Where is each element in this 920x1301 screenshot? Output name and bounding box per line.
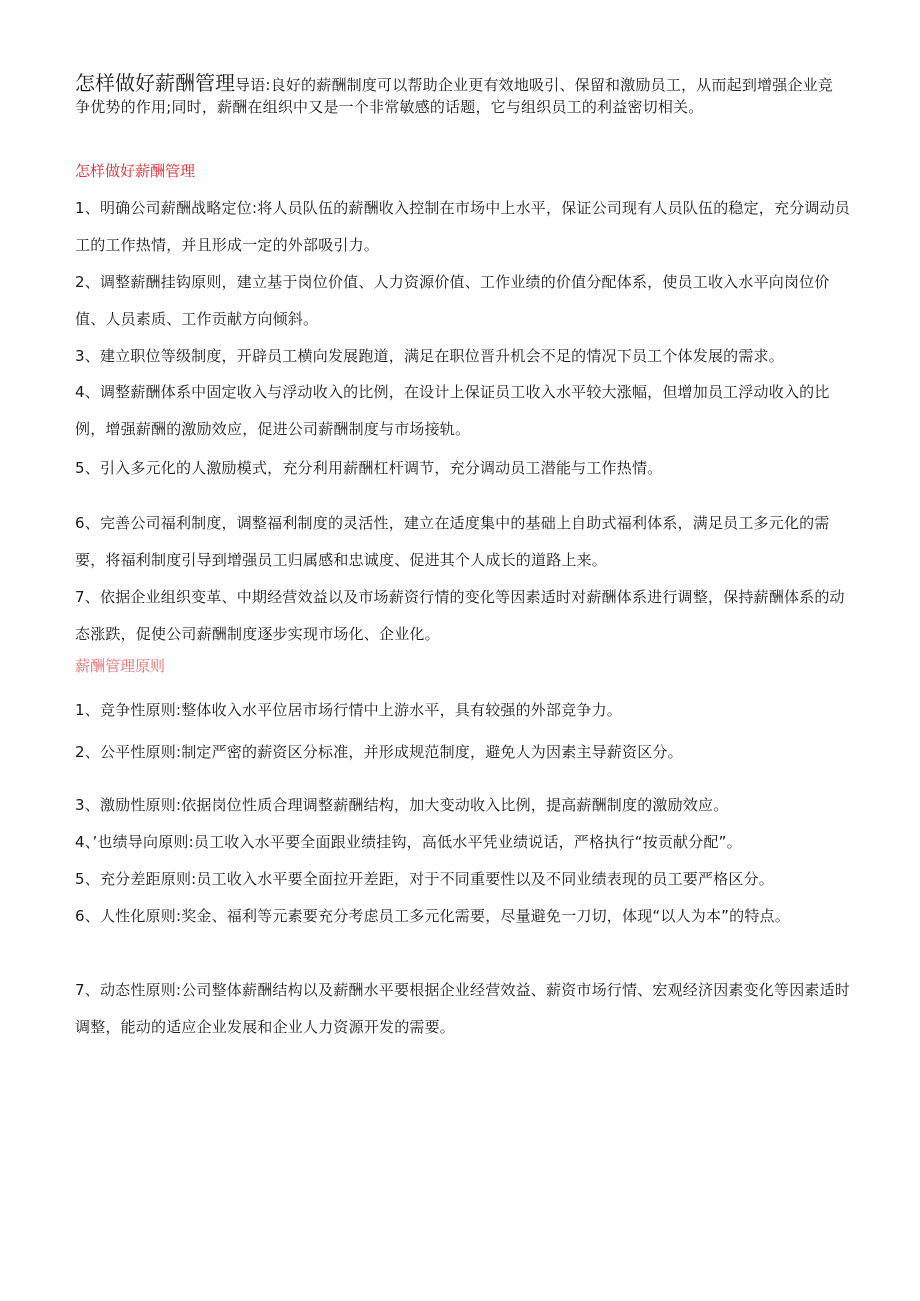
list-item: 6、完善公司福利制度，调整福利制度的灵活性，建立在适度集中的基础上自助式福利体系，满足员工多元化的需要，将福利制度引导到增强员工归属感和忠诚度、促进其个人成长的道路上来。 bbox=[75, 514, 830, 569]
list-item: 1、明确公司薪酬战略定位:将人员队伍的薪酬收入控制在市场中上水平，保证公司现有人员队伍的稳定，充分调动员工的工作热情，并且形成一定的外部吸引力。 bbox=[75, 199, 851, 254]
list-item: 5、引入多元化的人激励模式，充分利用薪酬杠杆调节，充分调动员工潜能与工作热情。 bbox=[75, 459, 663, 477]
intro-text: 导语:良好的薪酬制度可以帮助企业更有效地吸引、保留和激励员工，从而起到增强企业竞争优势的作用;同时，薪酬在组织中又是一个非常敏感的话题，它与组织员工的利益密切相关。 bbox=[75, 76, 834, 116]
section-heading-how-to: 怎样做好薪酬管理 bbox=[75, 162, 196, 180]
list-item: 3、建立职位等级制度，开辟员工横向发展跑道，满足在职位晋升机会不足的情况下员工个体发展的需求。 bbox=[75, 347, 784, 365]
list-item: 2、调整薪酬挂钩原则，建立基于岗位价值、人力资源价值、工作业绩的价值分配体系，使员工收入水平向岗位价值、人员素质、工作贡献方向倾斜。 bbox=[75, 273, 830, 328]
principle-item: 3、激励性原则:依据岗位性质合理调整薪酬结构，加大变动收入比例，提高薪酬制度的激励效应。 bbox=[75, 796, 729, 814]
document-title: 怎样做好薪酬管理 bbox=[75, 71, 235, 95]
principle-item: 1、竞争性原则:整体收入水平位居市场行情中上游水平，具有较强的外部竞争力。 bbox=[75, 701, 623, 719]
list-item: 4、调整薪酬体系中固定收入与浮动收入的比例，在设计上保证员工收入水平较大涨幅，但增加员工浮动收入的比例，增强薪酬的激励效应，促进公司薪酬制度与市场接轨。 bbox=[75, 383, 830, 438]
section-heading-principles: 薪酬管理原则 bbox=[75, 657, 166, 675]
principle-item: 7、动态性原则:公司整体薪酬结构以及薪酬水平要根据企业经营效益、薪资市场行情、宏观经济因素变化等因素适时调整，能动的适应企业发展和企业人力资源开发的需要。 bbox=[75, 981, 851, 1036]
list-item: 7、依据企业组织变革、中期经营效益以及市场薪资行情的变化等因素适时对薪酬体系进行调整，保持薪酬体系的动态涨跌，促使公司薪酬制度逐步实现市场化、企业化。 bbox=[75, 588, 845, 643]
principle-item: 6、人性化原则:奖金、福利等元素要充分考虑员工多元化需要，尽量避免一刀切，体现“以人为本”的特点。 bbox=[75, 907, 790, 925]
principle-item: 2、公平性原则:制定严密的薪资区分标准，并形成规范制度，避免人为因素主导薪资区分。 bbox=[75, 743, 683, 761]
principle-item: 4、’也绩导向原则:员工收入水平要全面跟业绩挂钩，高低水平凭业绩说话，严格执行“按贡献分配”。 bbox=[75, 833, 742, 851]
intro-paragraph bbox=[75, 72, 845, 118]
principle-item: 5、充分差距原则:员工收入水平要全面拉开差距，对于不同重要性以及不同业绩表现的员工要严格区分。 bbox=[75, 870, 775, 888]
